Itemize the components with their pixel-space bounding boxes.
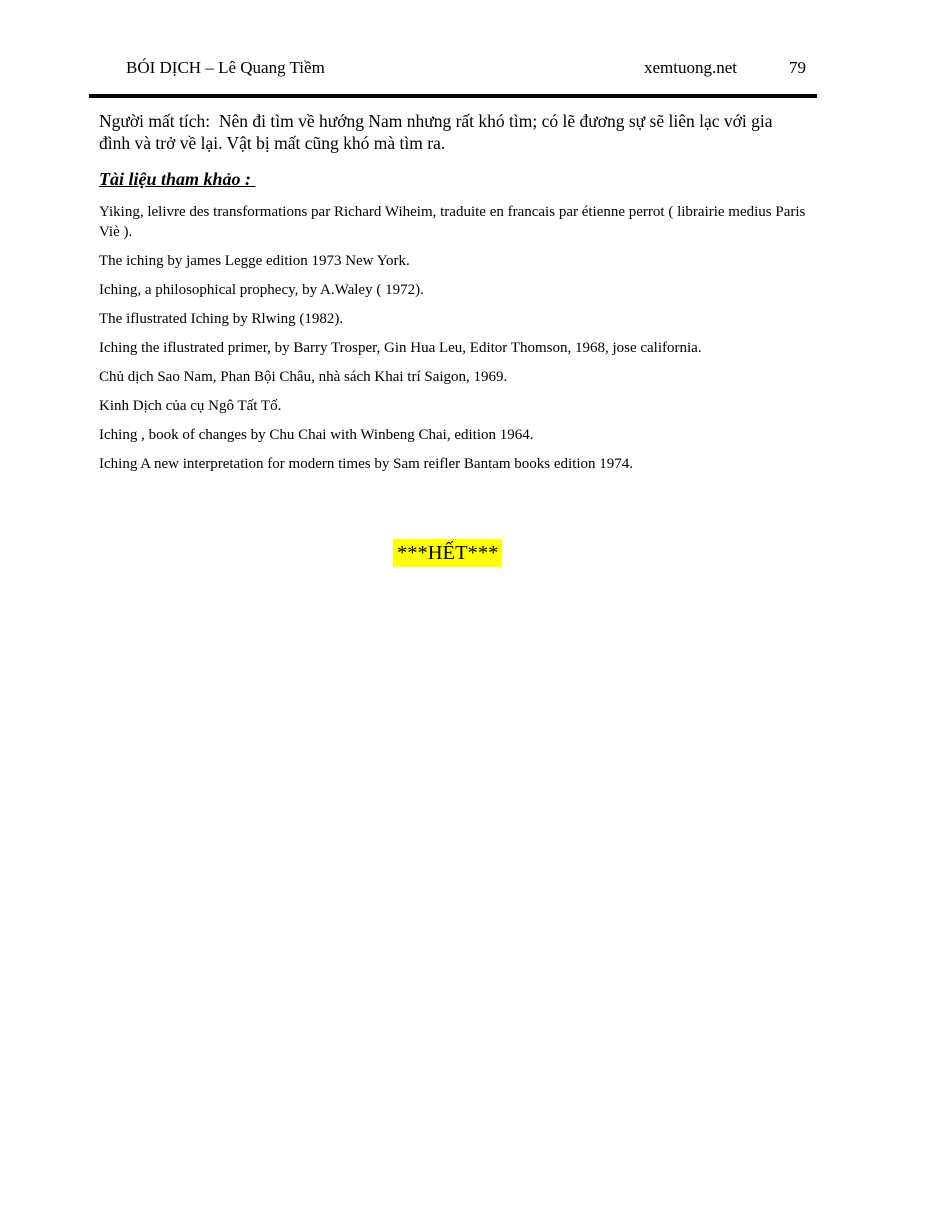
reference-item: Iching the iflustrated primer, by Barry Trosper, Gin Hua Leu, Editor Thomson, 1968, jose california.: [99, 340, 702, 356]
references-list: [99, 202, 811, 483]
reference-item: Yiking, lelivre des transformations par Richard Wiheim, traduite en francais par étienne perrot ( librairie medius Paris Viè ).: [99, 204, 806, 240]
site-name: xemtuong.net: [643, 58, 737, 77]
end-marker-highlighted: ***HẾT***: [393, 539, 502, 567]
page-number: 79: [789, 58, 806, 77]
header-divider-rule: [89, 94, 817, 98]
reference-item: Iching , book of changes by Chu Chai with Winbeng Chai, edition 1964.: [99, 427, 534, 443]
book-title: BÓI DỊCH – Lê Quang Tiềm: [126, 58, 325, 77]
reference-item: Chủ dịch Sao Nam, Phan Bội Châu, nhà sách Khai trí Saigon, 1969.: [99, 369, 508, 385]
reference-item: Iching A new interpretation for modern times by Sam reifler Bantam books edition 1974.: [99, 456, 634, 472]
references-heading: Tài liệu tham khảo :: [99, 169, 256, 189]
reference-item: The iching by james Legge edition 1973 New York.: [99, 253, 410, 269]
reference-item: Iching, a philosophical prophecy, by A.Waley ( 1972).: [99, 282, 424, 298]
reference-item: Kinh Dịch của cụ Ngô Tất Tố.: [99, 398, 282, 414]
reference-item: The iflustrated Iching by Rlwing (1982).: [99, 311, 344, 327]
missing-person-paragraph: Người mất tích: Nên đi tìm về hướng Nam nhưng rất khó tìm; có lẽ đương sự sẽ liên lạc với gia đình và trở về lại. Vật bị mất cũng khó mà tìm ra.: [99, 111, 777, 153]
page-header: [126, 57, 806, 79]
